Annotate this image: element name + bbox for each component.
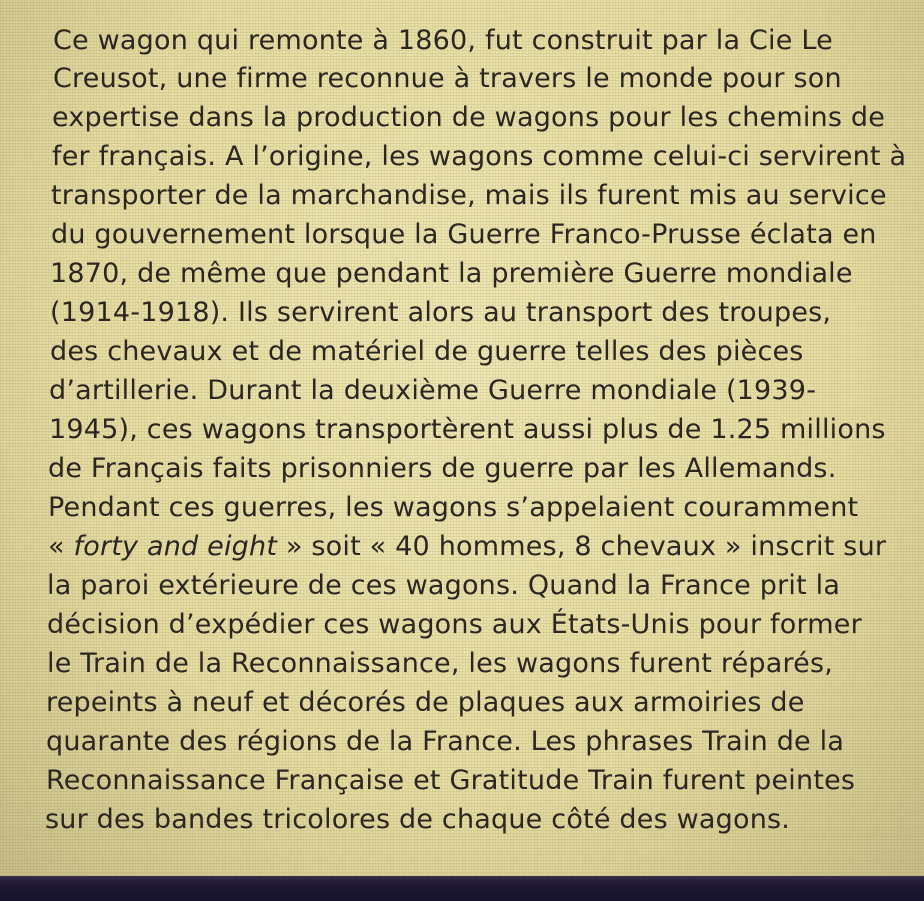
plaque-line: Creusot, une firme reconnue à travers le monde pour son [53,63,842,94]
line-rest: » soit « 40 hommes, 8 chevaux » inscrit sur [277,531,887,562]
plaque-line: de Français faits prisonniers de guerre par les Allemands. [48,453,837,484]
plaque-bottom-edge [0,876,924,901]
plaque-line: expertise dans la production de wagons pour les chemins de [52,102,886,133]
plaque-line: (1914-1918). Ils servirent alors au transport des troupes, [50,297,832,328]
plaque-line: 1945), ces wagons transportèrent aussi plus de 1.25 millions [49,414,886,445]
forty-and-eight-italic: forty and eight [73,531,278,562]
open-guillemet: « [48,531,74,562]
plaque-line: Ce wagon qui remonte à 1860, fut construit par la Cie Le [53,25,833,56]
plaque-line: sur des bandes tricolores de chaque côté des wagons. [45,804,791,835]
plaque-line: fer français. A l’origine, les wagons comme celui-ci servirent à [52,141,907,172]
plaque-line: Reconnaissance Française et Gratitude Train furent peintes [46,765,856,796]
plaque-line: des chevaux et de matériel de guerre telles des pièces [50,336,804,367]
plaque-line: 1870, de même que pendant la première Guerre mondiale [50,258,853,289]
plaque-line: du gouvernement lorsque la Guerre Franco-Prusse éclata en [51,219,877,250]
plaque-line: repeints à neuf et décorés de plaques aux armoiries de [46,687,805,718]
plaque-line: quarante des régions de la France. Les phrases Train de la [46,726,845,757]
plaque-line: transporter de la marchandise, mais ils furent mis au service [51,180,887,211]
plaque-line-forty-and-eight [48,530,886,564]
plaque-line: Pendant ces guerres, les wagons s’appelaient couramment [48,492,859,523]
plaque-line: la paroi extérieure de ces wagons. Quand la France prit la [47,570,841,601]
plaque-line: d’artillerie. Durant la deuxième Guerre mondiale (1939- [49,375,817,406]
plaque-line: le Train de la Reconnaissance, les wagons furent réparés, [47,648,834,679]
plaque-line: décision d’expédier ces wagons aux États-Unis pour former [47,609,862,640]
